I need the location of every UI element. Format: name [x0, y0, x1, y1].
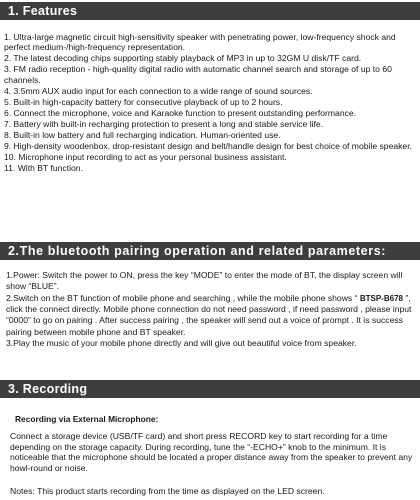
feature-item: 1. Ultra-large magnetic circuit high-sensitivity speaker with penetrating power, low-frequency shock and perfect medium-/high-frequency representation. — [4, 32, 396, 53]
feature-item: 9. High-density woodenbox, drop-resistant design and belt/handle design for best choice of mobile speaker. — [4, 140, 412, 151]
bt-device-name: BTSP-B678 — [359, 294, 403, 303]
section-header-bluetooth: 2.The bluetooth pairing operation and related parameters: — [0, 242, 420, 260]
bt-step-2 — [6, 293, 416, 338]
recording-body: Connect a storage device (USB/TF card) and short press RECORD key to start recording for a time depending on the storage capacity. During recording, tune the “-ECHO+” knob to the minimum. It is noticeable that the microphone should be located a proper distance away from the speaker to prevent any howl-round or noise. — [10, 431, 413, 473]
feature-item: 3. FM radio reception - high-quality digital radio with automatic channel search and storage of up to 60 channels. — [4, 64, 392, 85]
feature-item: 8. Built-in low battery and full recharging indication. Human-oriented use. — [4, 129, 281, 140]
section-header-features: 1. Features — [0, 2, 420, 20]
feature-item: 2. The latest decoding chips supporting stably playback of MP3 in up to 32GM U disk/TF card. — [4, 53, 362, 64]
feature-item: 11. With BT function. — [4, 162, 83, 173]
features-list — [4, 32, 416, 174]
bt-step-2-text-b: ”, click the connect directly. Mobile phone connection do not need password , if need password , please input “0000” to go on pairing . After success pairing , the speaker will send out a voice of prompt . It is success pairing between mobile phone and BT speaker. — [6, 293, 412, 337]
feature-item: 7. Battery with built-in recharging protection to present a long and stable service life. — [4, 118, 324, 129]
bluetooth-instructions — [6, 270, 416, 350]
feature-item: 4. 3.5mm AUX audio input for each connection to a wide range of sound sources. — [4, 85, 313, 96]
bt-step-3: 3.Play the music of your mobile phone directly and will give out beautiful voice from speaker. — [6, 338, 357, 349]
feature-item: 10. Microphone input recording to act as your personal business assistant. — [4, 151, 287, 162]
bt-step-2-text-a: 2.Switch on the BT function of mobile phone and searching , while the mobile phone shows “ — [6, 293, 360, 303]
section-header-recording: 3. Recording — [0, 380, 420, 398]
feature-item: 5. Built-in high-capacity battery for consecutive playback of up to 2 hours. — [4, 96, 283, 107]
recording-note: Notes: This product starts recording from the time as displayed on the LED screen. — [10, 486, 325, 496]
recording-subtitle: Recording via External Microphone: — [15, 414, 159, 424]
feature-item: 6. Connect the microphone, voice and Karaoke function to present outstanding performance. — [4, 107, 357, 118]
bt-step-1: 1.Power: Switch the power to ON, press the key “MODE” to enter the mode of BT, the display screen will show “BLUE”. — [6, 270, 403, 292]
